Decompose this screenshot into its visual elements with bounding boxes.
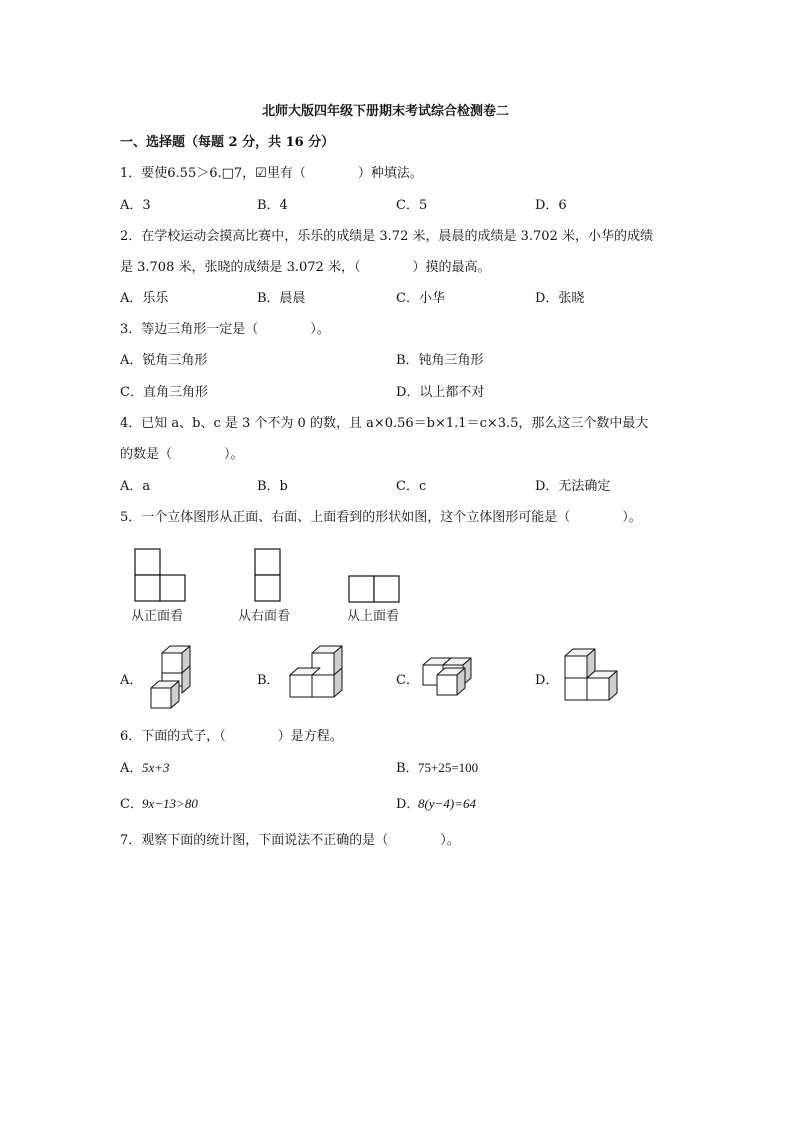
q5-option-b-cubes-figure[interactable] [287, 645, 347, 707]
q1-option-b[interactable]: B．4 [257, 198, 288, 213]
q6-option-b-label[interactable]: B． [396, 761, 419, 776]
q6-option-c-label[interactable]: C． [120, 797, 143, 812]
q5-option-d-label[interactable]: D． [535, 673, 559, 688]
q2-option-c[interactable]: C．小华 [396, 291, 445, 306]
q5-option-c-label[interactable]: C． [396, 673, 419, 688]
q4-option-d[interactable]: D．无法确定 [535, 479, 611, 494]
q6-option-d-expr: 8(y−4)=64 [418, 796, 476, 811]
question-3-stem: 3．等边三角形一定是（ ）。 [120, 322, 330, 337]
q5-option-b-label[interactable]: B． [257, 673, 280, 688]
q3-option-c[interactable]: C．直角三角形 [120, 385, 208, 400]
q4-option-a[interactable]: A．a [120, 479, 151, 494]
top-view-figure [348, 575, 402, 603]
q6-option-a-expr: 5x+3 [142, 760, 170, 775]
right-view-caption: 从右面看 [238, 609, 291, 624]
question-2-stem-line1: 2．在学校运动会摸高比赛中，乐乐的成绩是 3.72 米，晨晨的成绩是 3.702 米，小华的成绩 [120, 229, 653, 244]
q5-option-a-cubes-figure[interactable] [148, 645, 193, 711]
question-1-stem: 1．要使6.55＞6.□7，☑里有（ ）种填法。 [120, 166, 423, 181]
q2-option-a[interactable]: A．乐乐 [120, 291, 169, 306]
question-6-stem: 6．下面的式子，（ ）是方程。 [120, 729, 343, 744]
q5-option-c-cubes-figure[interactable] [421, 655, 481, 700]
q6-option-d-label[interactable]: D． [396, 797, 420, 812]
q5-option-d-cubes-figure[interactable] [562, 648, 624, 710]
front-view-caption: 从正面看 [131, 609, 184, 624]
q1-option-a[interactable]: A．3 [120, 198, 151, 213]
q3-option-a[interactable]: A．锐角三角形 [120, 353, 208, 368]
q6-option-c-expr: 9x−13>80 [142, 796, 198, 811]
question-4-stem-line1: 4．已知 a、b、c 是 3 个不为 0 的数，且 a×0.56＝b×1.1＝c×3.5，那么这三个数中最大 [120, 416, 649, 431]
front-view-figure [134, 548, 188, 603]
q6-option-a-label[interactable]: A． [120, 761, 143, 776]
question-2-stem-line2: 是 3.708 米，张晓的成绩是 3.072 米，（ ）摸的最高。 [120, 260, 491, 275]
q3-option-d[interactable]: D．以上都不对 [396, 385, 485, 400]
section-heading: 一、选择题（每题 2 分，共 16 分） [120, 135, 335, 150]
q4-option-c[interactable]: C．c [396, 479, 427, 494]
q6-option-b-expr: 75+25=100 [418, 760, 479, 775]
right-view-figure [254, 548, 282, 603]
q4-option-b[interactable]: B．b [257, 479, 288, 494]
q3-option-b[interactable]: B．钝角三角形 [396, 353, 484, 368]
page-title: 北师大版四年级下册期末考试综合检测卷二 [262, 104, 510, 119]
q2-option-d[interactable]: D．张晓 [535, 291, 585, 306]
q1-option-d[interactable]: D．6 [535, 198, 567, 213]
top-view-caption: 从上面看 [347, 609, 400, 624]
q5-option-a-label[interactable]: A． [120, 673, 143, 688]
question-7-stem: 7．观察下面的统计图，下面说法不正确的是（ ）。 [120, 833, 460, 848]
question-4-stem-line2: 的数是（ ）。 [120, 447, 244, 462]
question-5-stem: 5．一个立体图形从正面、右面、上面看到的形状如图，这个立体图形可能是（ ）。 [120, 510, 642, 525]
q2-option-b[interactable]: B．晨晨 [257, 291, 306, 306]
q1-option-c[interactable]: C．5 [396, 198, 428, 213]
